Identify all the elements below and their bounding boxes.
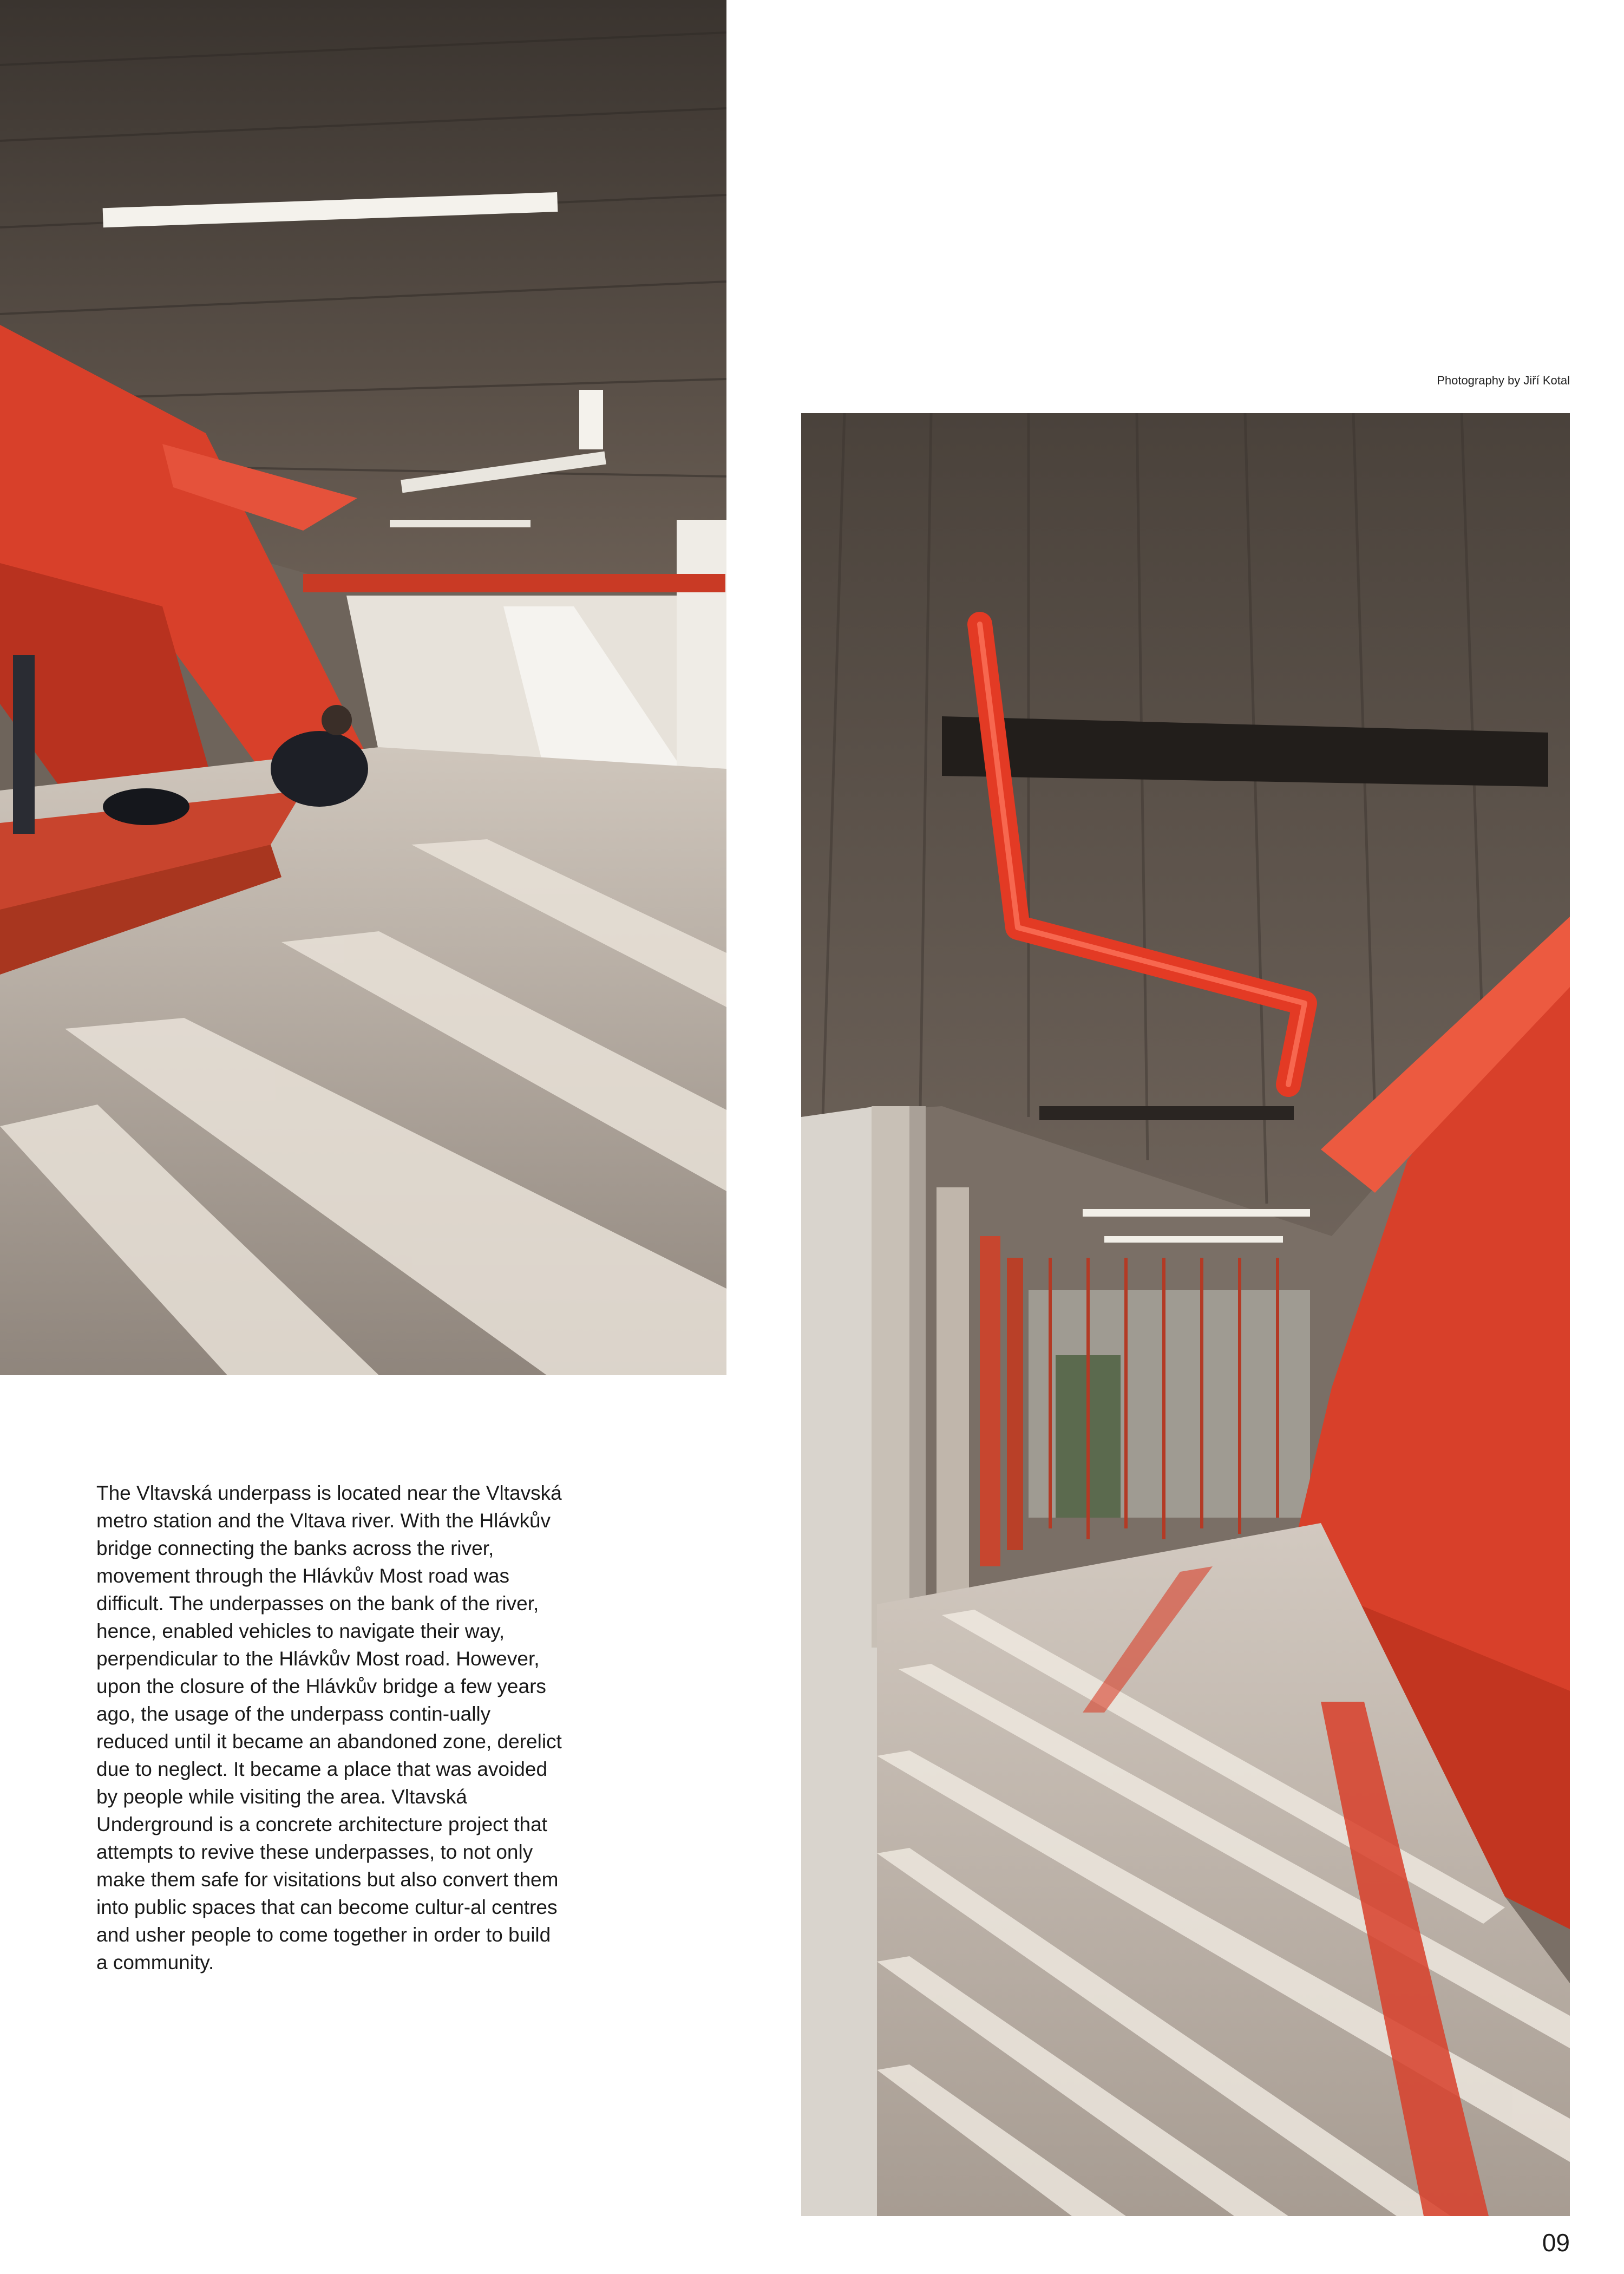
body-paragraph: The Vltavská underpass is located near the Vltavská metro station and the Vltava river. With the Hlávkův bridge connecting the banks across the river, movement through the Hlávkův Most road was difficult. The underpasses on the bank of the river, hence, enabled vehicles to navigate their way, perpendicular to the Hlávkův Most road. However, upon the closure of the Hlávkův bridge a few years ago, the usage of the underpass contin-ually reduced until it became an abandoned zone, derelict due to neglect. It became a place that was avoided by people while visiting the area. Vltavská Underground is a concrete architecture project that attempts to revive these underpasses, to not only make them safe for visitations but also convert them into public spaces that can become cultur-al centres and usher people to come together in order to build a community. [96, 1482, 562, 1974]
photo-underpass-left [0, 0, 726, 1375]
page-number: 09 [1542, 2229, 1570, 2257]
photo-underpass-right [801, 413, 1570, 2216]
photo-credit: Photography by Jiří Kotal [1437, 374, 1570, 387]
